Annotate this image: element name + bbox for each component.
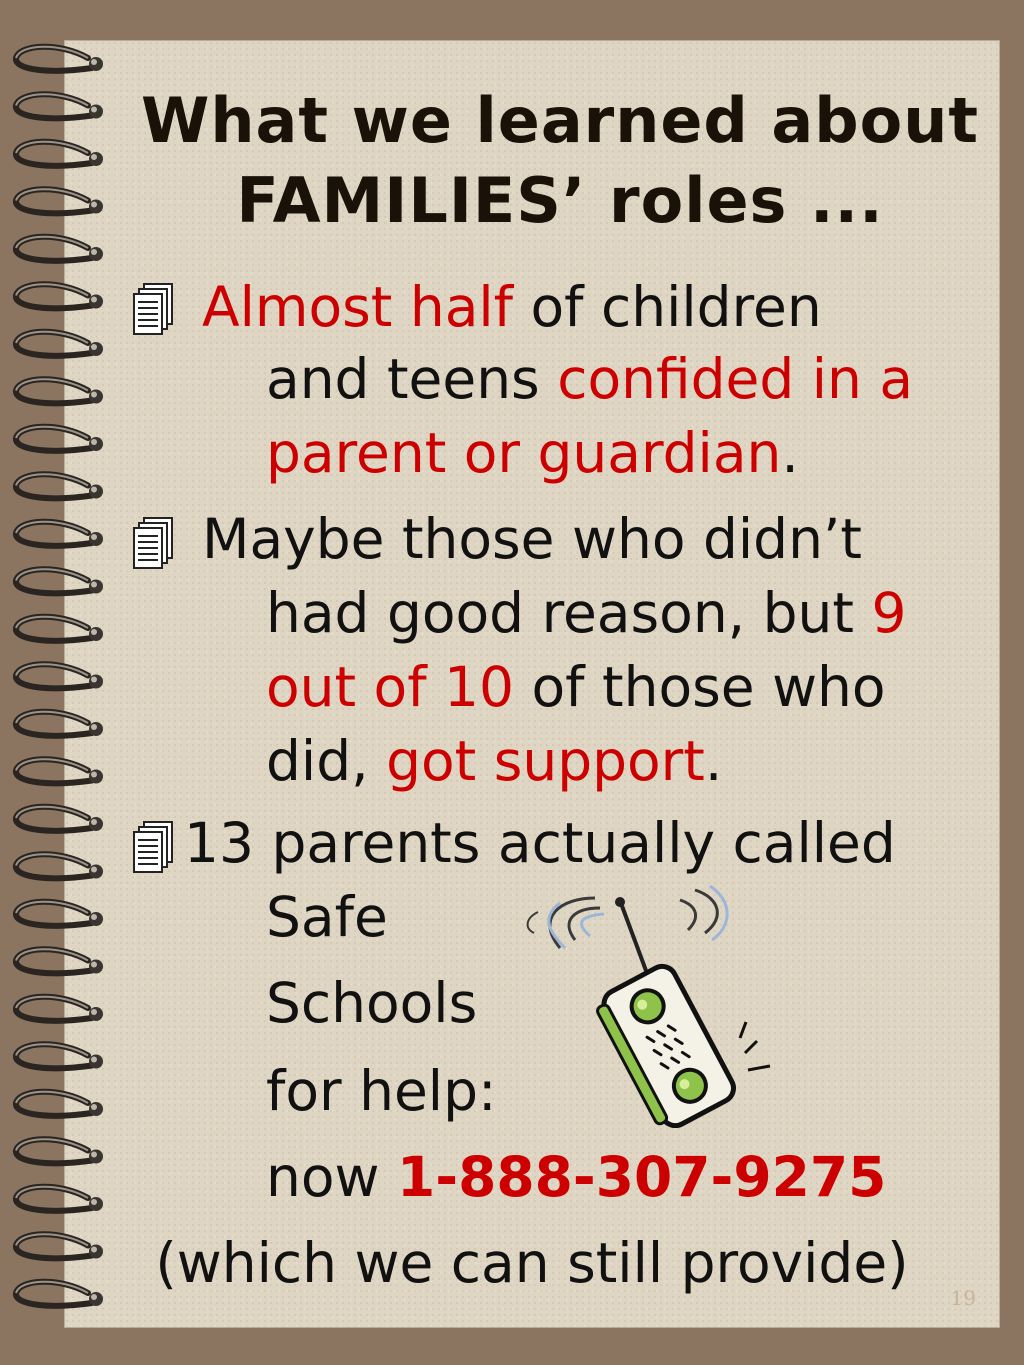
phone-number: 1-888-307-9275 — [396, 1145, 887, 1209]
spiral-ring — [16, 47, 103, 71]
ringing-phone-clipart — [520, 878, 780, 1128]
note-pages-icon — [130, 516, 176, 574]
spiral-ring — [16, 1187, 103, 1211]
spiral-ring — [16, 617, 103, 641]
page-number: 19 — [950, 1286, 976, 1310]
spiral-ring — [16, 664, 103, 688]
bullet-2-line-3: out of 10 of those who — [266, 655, 886, 719]
spiral-ring — [16, 474, 103, 498]
bullet-3-line-4: for help: — [266, 1059, 497, 1123]
spiral-ring — [16, 712, 103, 736]
bullet-1-line-2: and teens confided in a — [266, 347, 914, 411]
spiral-ring — [16, 949, 103, 973]
bullet-1-line-1: Almost half of children — [202, 275, 822, 339]
spiral-ring — [16, 522, 103, 546]
spiral-ring — [16, 997, 103, 1021]
spiral-ring — [16, 142, 103, 166]
bullet-3-line-3: Schools — [266, 971, 478, 1035]
spiral-ring — [16, 237, 103, 261]
bullet-2-line-1: Maybe those who didn’t — [202, 507, 862, 571]
spiral-ring — [16, 1044, 103, 1068]
note-pages-icon — [130, 820, 176, 878]
footer-note: (which we can still provide) — [155, 1231, 909, 1295]
spiral-ring — [16, 807, 103, 831]
spiral-ring — [16, 759, 103, 783]
spiral-ring — [16, 569, 103, 593]
note-pages-icon — [130, 282, 176, 340]
spiral-ring — [16, 94, 103, 118]
spiral-ring — [16, 427, 103, 451]
spiral-binding-icon — [0, 40, 120, 1330]
spiral-ring — [16, 1092, 103, 1116]
title-line-1: What we learned about — [141, 84, 979, 157]
bullet-3-line-5: now 1-888-307-9275 — [266, 1145, 887, 1209]
spiral-ring — [16, 902, 103, 926]
spiral-ring — [16, 854, 103, 878]
bullet-3-line-1: 13 parents actually called — [184, 811, 896, 875]
bullet-2-line-2: had good reason, but 9 — [266, 581, 907, 645]
spiral-ring — [16, 189, 103, 213]
spiral-ring — [16, 1139, 103, 1163]
bullet-3-line-2: Safe — [266, 885, 388, 949]
spiral-ring — [16, 379, 103, 403]
bullet-2-line-4: did, got support. — [266, 729, 723, 793]
title-line-2: FAMILIES’ roles ... — [236, 164, 884, 237]
spiral-ring — [16, 284, 103, 308]
spiral-ring — [16, 332, 103, 356]
bullet-1-line-3: parent or guardian. — [266, 421, 799, 485]
